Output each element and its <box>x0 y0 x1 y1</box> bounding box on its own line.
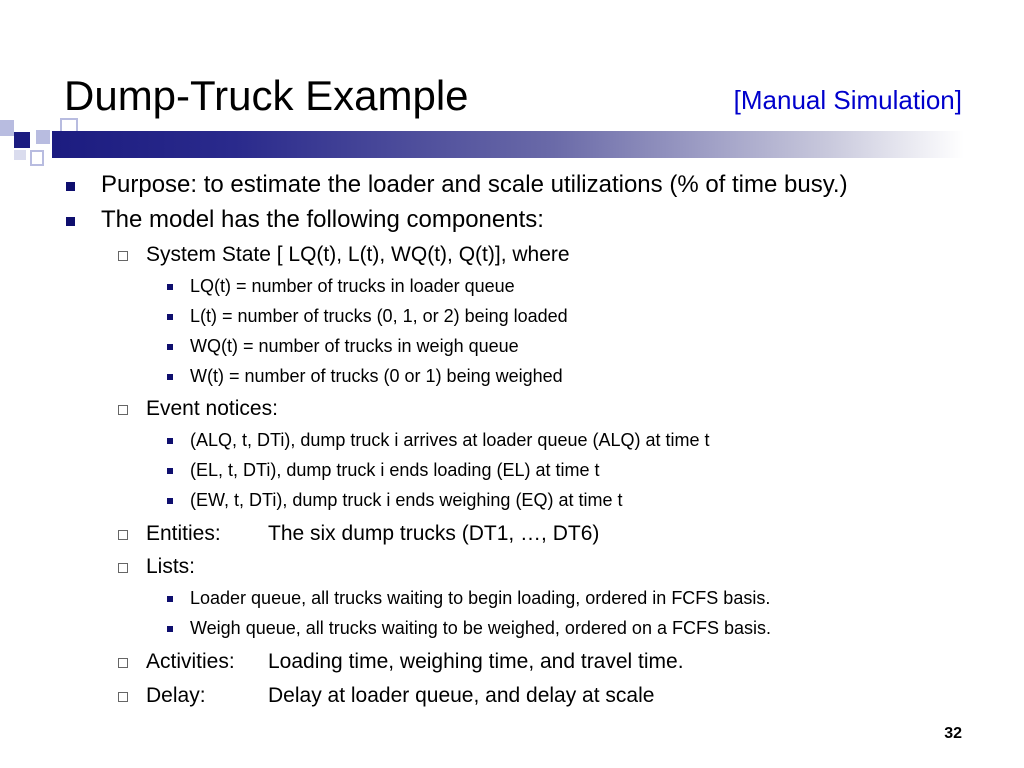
decor-square <box>36 130 50 144</box>
list-item: LQ(t) = number of trucks in loader queue <box>190 276 515 296</box>
bullet-hollow-square-icon <box>118 692 128 702</box>
list-item <box>146 648 684 675</box>
list-item: L(t) = number of trucks (0, 1, or 2) being loaded <box>190 306 568 326</box>
list-item-text: Loading time, weighing time, and travel time. <box>268 650 684 673</box>
bullet-small-square-icon <box>167 626 173 632</box>
bullet-hollow-square-icon <box>118 563 128 573</box>
slide-subtitle: [Manual Simulation] <box>733 85 962 115</box>
list-item-label: Entities: <box>146 522 221 545</box>
bullet-small-square-icon <box>167 468 173 474</box>
bullet-small-square-icon <box>167 596 173 602</box>
bullet-small-square-icon <box>167 498 173 504</box>
bullet-square-icon <box>66 182 75 191</box>
slide-title: Dump-Truck Example <box>64 72 469 119</box>
list-item <box>146 520 599 547</box>
bullet-small-square-icon <box>167 344 173 350</box>
list-item: WQ(t) = number of trucks in weigh queue <box>190 336 519 356</box>
list-item: (EW, t, DTi), dump truck i ends weighing (EQ) at time t <box>190 490 623 510</box>
list-item: Loader queue, all trucks waiting to begin loading, ordered in FCFS basis. <box>190 588 771 608</box>
list-item-label: Activities: <box>146 650 235 673</box>
list-item: W(t) = number of trucks (0 or 1) being weighed <box>190 366 563 386</box>
decor-square <box>0 120 14 136</box>
bullet-small-square-icon <box>167 438 173 444</box>
decor-square <box>14 132 30 148</box>
bullet-hollow-square-icon <box>118 251 128 261</box>
list-item: (EL, t, DTi), dump truck i ends loading (EL) at time t <box>190 460 600 480</box>
list-item: Event notices: <box>146 397 278 420</box>
bullet-square-icon <box>66 217 75 226</box>
list-item: Purpose: to estimate the loader and scale utilizations (% of time busy.) <box>101 171 848 198</box>
list-item: System State [ LQ(t), L(t), WQ(t), Q(t)], where <box>146 243 570 266</box>
page-number: 32 <box>944 725 962 742</box>
bullet-small-square-icon <box>167 374 173 380</box>
list-item-text: Delay at loader queue, and delay at scale <box>268 684 655 707</box>
list-item <box>146 682 654 709</box>
list-item: The model has the following components: <box>101 206 544 233</box>
decor-square <box>30 150 44 166</box>
list-item-text: The six dump trucks (DT1, …, DT6) <box>268 522 600 545</box>
list-item: Lists: <box>146 555 196 578</box>
bullet-hollow-square-icon <box>118 658 128 668</box>
bullet-hollow-square-icon <box>118 530 128 540</box>
decor-square <box>14 150 26 160</box>
bullet-hollow-square-icon <box>118 405 128 415</box>
bullet-small-square-icon <box>167 314 173 320</box>
list-item-label: Delay: <box>146 684 206 707</box>
title-divider-bar <box>52 131 964 158</box>
list-item: Weigh queue, all trucks waiting to be weighed, ordered on a FCFS basis. <box>190 618 771 638</box>
list-item: (ALQ, t, DTi), dump truck i arrives at loader queue (ALQ) at time t <box>190 430 710 450</box>
bullet-small-square-icon <box>167 284 173 290</box>
